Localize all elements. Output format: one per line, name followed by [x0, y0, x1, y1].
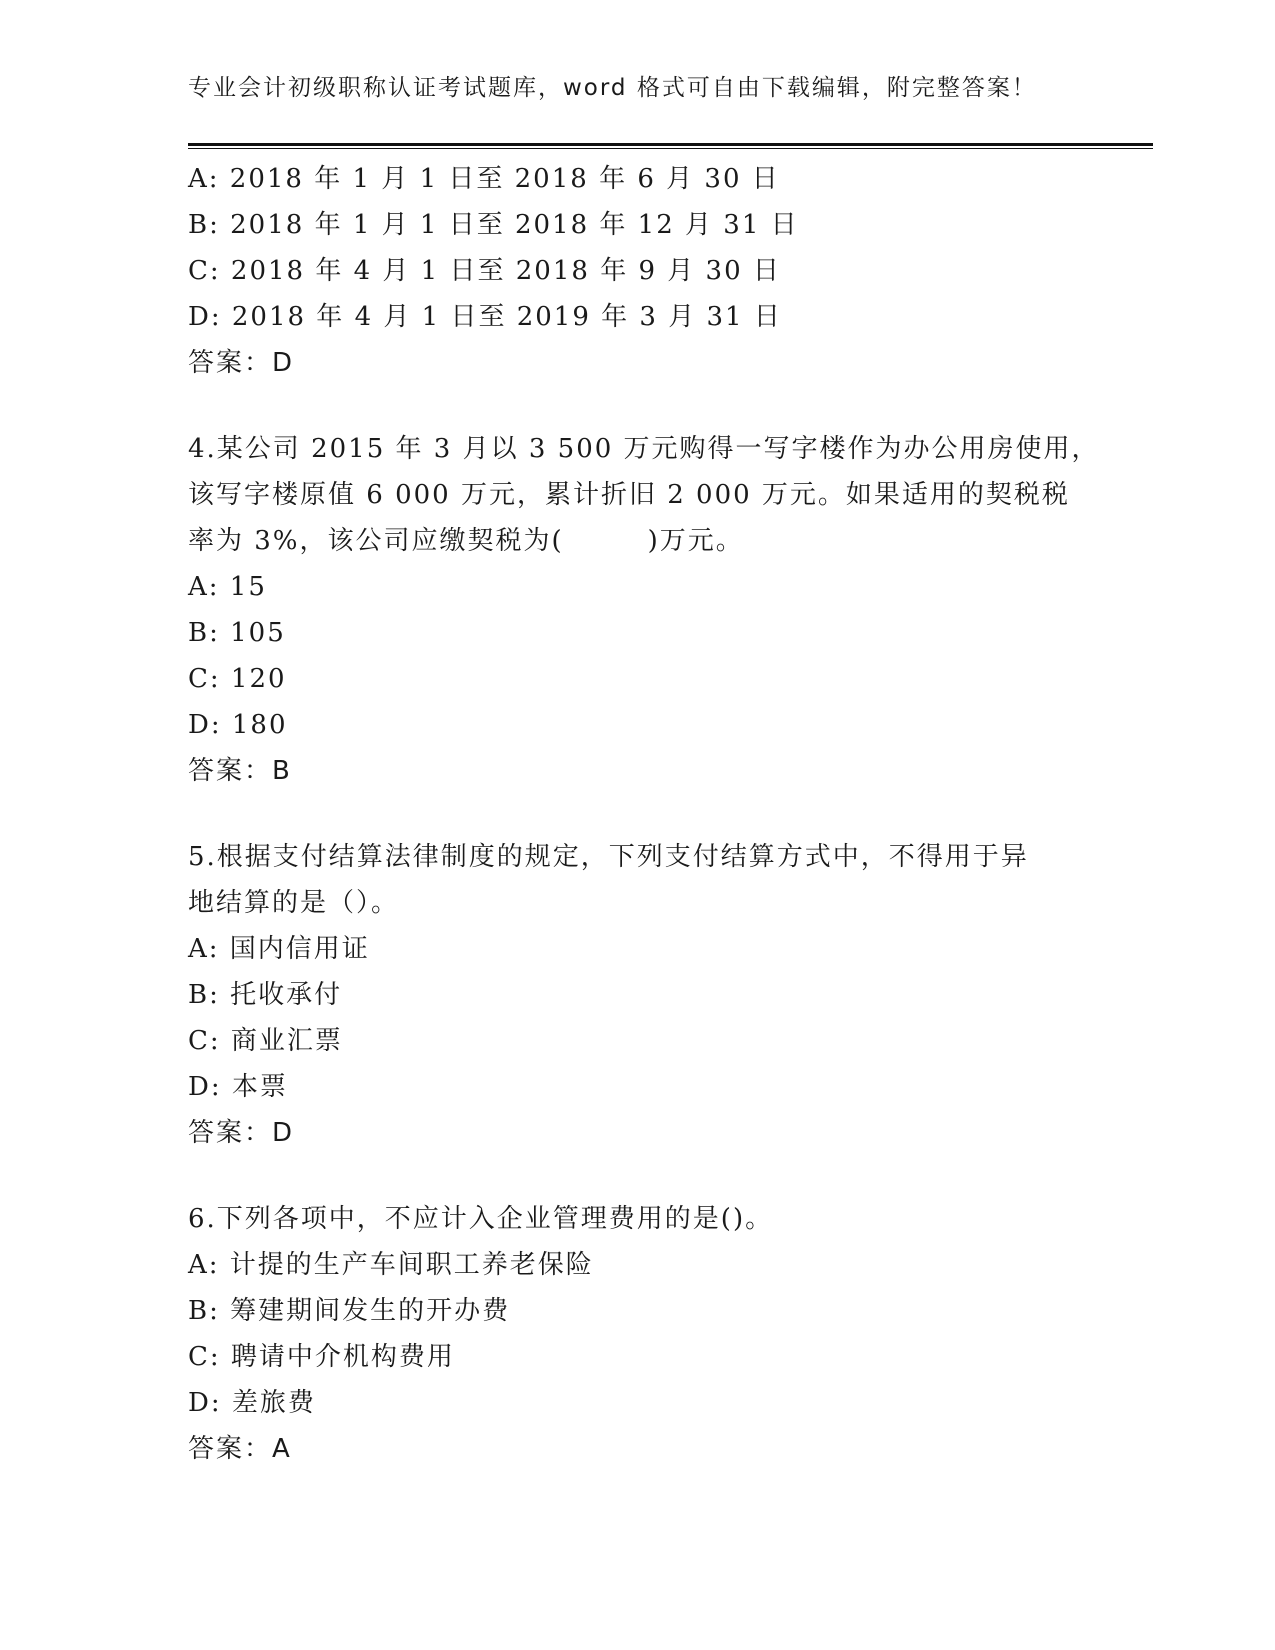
q5-text-line-1: 5.根据支付结算法律制度的规定，下列支付结算方式中，不得用于异	[188, 842, 1029, 872]
q3-option-b: B: 2018 年 1 月 1 日至 2018 年 12 月 31 日	[188, 210, 799, 240]
question-4	[188, 426, 1100, 794]
q6-answer: 答案：A	[188, 1434, 292, 1464]
document-body	[188, 156, 1100, 1472]
q6-text-line-1: 6.下列各项中，不应计入企业管理费用的是()。	[188, 1204, 774, 1234]
q4-option-c: C: 120	[188, 664, 287, 694]
q4-text-line-2: 该写字楼原值 6 000 万元，累计折旧 2 000 万元。如果适用的契税税	[188, 480, 1070, 510]
q4-option-d: D: 180	[188, 710, 288, 740]
q3-option-c: C: 2018 年 4 月 1 日至 2018 年 9 月 30 日	[188, 256, 781, 286]
spacer	[188, 794, 1088, 834]
q4-text-line-3: 率为 3%，该公司应缴契税为( )万元。	[188, 526, 744, 556]
q5-text-line-2: 地结算的是（）。	[188, 888, 400, 918]
q3-option-d: D: 2018 年 4 月 1 日至 2019 年 3 月 31 日	[188, 302, 782, 332]
q6-option-a: A: 计提的生产车间职工养老保险	[188, 1250, 594, 1280]
spacer	[188, 1156, 1088, 1196]
question-5	[188, 834, 1088, 1156]
q3-answer: 答案：D	[188, 348, 295, 378]
q5-answer: 答案：D	[188, 1118, 295, 1148]
header-rule-thick	[188, 143, 1153, 146]
q5-option-c: C: 商业汇票	[188, 1026, 343, 1056]
question-3	[188, 156, 1088, 386]
q4-option-b: B: 105	[188, 618, 286, 648]
q3-option-a: A: 2018 年 1 月 1 日至 2018 年 6 月 30 日	[188, 164, 780, 194]
q5-option-b: B: 托收承付	[188, 980, 343, 1010]
q5-option-a: A: 国内信用证	[188, 934, 370, 964]
q6-option-d: D: 差旅费	[188, 1388, 316, 1418]
page-header: 专业会计初级职称认证考试题库，word 格式可自由下载编辑，附完整答案！	[188, 75, 1037, 101]
spacer	[188, 386, 1088, 426]
question-6	[188, 1196, 1088, 1472]
q4-answer: 答案：B	[188, 756, 292, 786]
q4-option-a: A: 15	[188, 572, 267, 602]
q4-text-line-1: 4.某公司 2015 年 3 月以 3 500 万元购得一写字楼作为办公用房使用，	[188, 434, 1100, 464]
header-rule-thin	[188, 148, 1153, 149]
q5-option-d: D: 本票	[188, 1072, 288, 1102]
q6-option-b: B: 筹建期间发生的开办费	[188, 1296, 511, 1326]
q6-option-c: C: 聘请中介机构费用	[188, 1342, 455, 1372]
